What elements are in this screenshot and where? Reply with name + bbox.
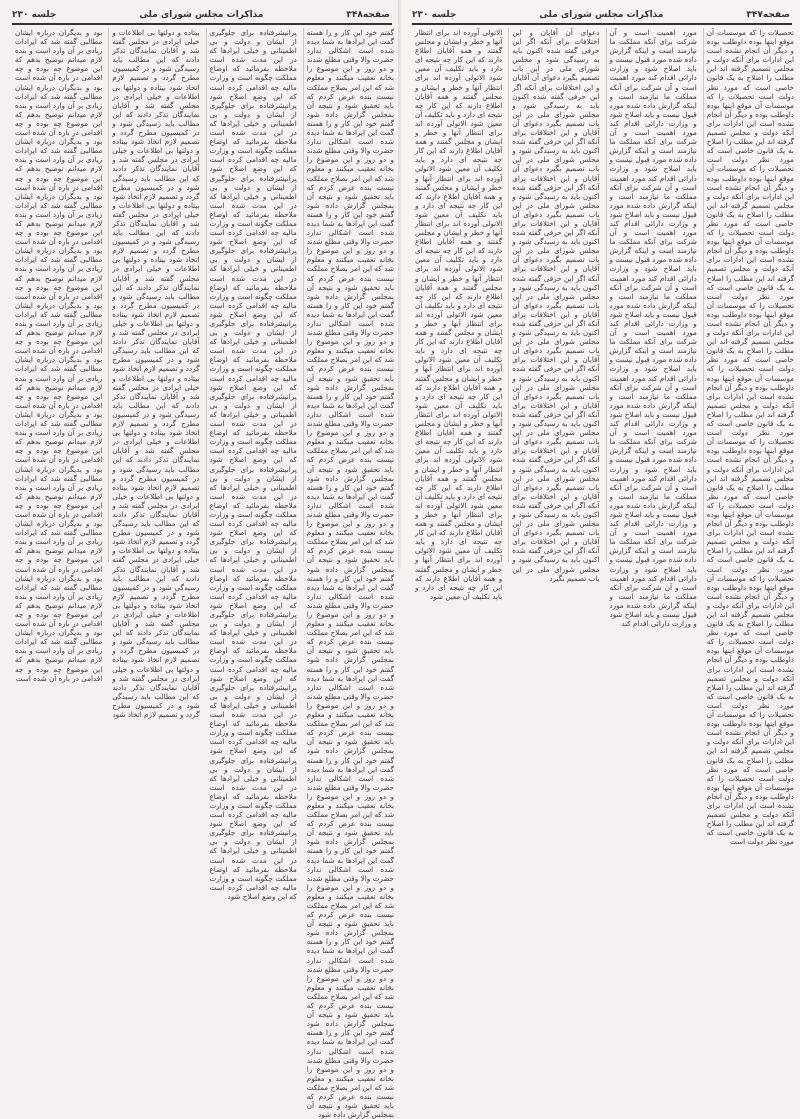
text-column: پرانیشرفتاده برای جلوگیری از ایشان و دولت و بی اطمینانی و خیلی ایرادها که در این مدت شده است ملاحظه بفرمائید که اوضاع مملکت چگونه است و وزارت مالیه چه اقدامی کرده است که این وضع اصلاح شود پرانیشرفتاده برای جلوگیری از ایشان و دولت و بی اطمینانی و خیلی ایرادها که در این مدت شده است ملاحظه بفرمائید که اوضاع مملکت چگونه است و وزارت مالیه چه اقدامی کرده است که این وضع اصلاح شود پرانیشرفتاده برای جلوگیری از ایشان و دولت و بی اطمینانی و خیلی ایرادها که در این مدت شده است ملاحظه بفرمائید که اوضاع مملکت چگونه است و وزارت مالیه چه اقدامی کرده است که این وضع اصلاح شود پرانیشرفتاده برای جلوگیری از ایشان و دولت و بی اطمینانی و خیلی ایرادها که در این مدت شده است ملاحظه بفرمائید که اوضاع مملکت چگونه است و وزارت مالیه چه اقدامی کرده است که این وضع اصلاح شود پرانیشرفتاده برای جلوگیری از ایشان و دولت و بی اطمینانی و خیلی ایرادها که در این مدت شده است ملاحظه بفرمائید که اوضاع مملکت چگونه است و وزارت مالیه چه اقدامی کرده است که این وضع اصلاح شود پرانیشرفتاده برای جلوگیری از ایشان و دولت و بی اطمینانی و خیلی ایرادها که در این مدت شده است ملاحظه بفرمائید که اوضاع مملکت چگونه است و وزارت مالیه چه اقدامی کرده است که این وضع اصلاح شود پرانیشرفتاده برای جلوگیری از ایشان و دولت و بی اطمینانی و خیلی ایرادها که در این مدت شده است ملاحظه بفرمائید که اوضاع مملکت چگونه است و وزارت مالیه چه اقدامی کرده است که این وضع اصلاح شود پرانیشرفتاده برای جلوگیری از ایشان و دولت و بی اطمینانی و خیلی ایرادها که در این مدت شده است ملاحظه بفرمائید که اوضاع مملکت چگونه است و وزارت مالیه چه اقدامی کرده است که این وضع اصلاح شود پرانیشرفتاده برای جلوگیری از ایشان و دولت و بی اطمینانی و خیلی ایرادها که در این مدت شده است ملاحظه بفرمائید که اوضاع مملکت چگونه است و وزارت مالیه چه اقدامی کرده است که این وضع اصلاح شود پرانیشرفتاده برای جلوگیری از ایشان و دولت و بی اطمینانی و خیلی ایرادها که در این مدت شده است ملاحظه بفرمائید که اوضاع مملکت چگونه است و وزارت مالیه چه اقدامی کرده است که این وضع اصلاح شود پرانیشرفتاده برای جلوگیری از ایشان و دولت و بی اطمینانی و خیلی ایرادها که در این مدت شده است ملاحظه بفرمائید که اوضاع مملکت چگونه است و وزارت مالیه چه اقدامی کرده است که این وضع اصلاح شود پرانیشرفتاده برای جلوگیری از ایشان و دولت و بی اطمینانی و خیلی ایرادها که در این مدت شده است ملاحظه بفرمائید که اوضاع مملکت چگونه است و وزارت مالیه چه اقدامی کرده است که این وضع اصلاح شود	[206, 28, 297, 562]
publication-title: مذاکرات مجلس شورای ملی	[139, 10, 264, 20]
text-column: تحصیلات را که موسسات آن موقع اینها بوده داوطلب بوده و دیگر آن انجام نشده است این ادارات برای آنکه دولت و مجلس تصمیم گرفته اند این مطلب را اصلاح به یک قانون خاصی است که مورد نظر دولت است تحصیلات را که موسسات آن موقع اینها بوده داوطلب بوده و دیگر آن انجام نشده است این ادارات برای آنکه دولت و مجلس تصمیم گرفته اند این مطلب را اصلاح به یک قانون خاصی است که مورد نظر دولت است تحصیلات را که موسسات آن موقع اینها بوده داوطلب بوده و دیگر آن انجام نشده است این ادارات برای آنکه دولت و مجلس تصمیم گرفته اند این مطلب را اصلاح به یک قانون خاصی است که مورد نظر دولت است تحصیلات را که موسسات آن موقع اینها بوده داوطلب بوده و دیگر آن انجام نشده است این ادارات برای آنکه دولت و مجلس تصمیم گرفته اند این مطلب را اصلاح به یک قانون خاصی است که مورد نظر دولت است تحصیلات را که موسسات آن موقع اینها بوده داوطلب بوده و دیگر آن انجام نشده است این ادارات برای آنکه دولت و مجلس تصمیم گرفته اند این مطلب را اصلاح به یک قانون خاصی است که مورد نظر دولت است تحصیلات را که موسسات آن موقع اینها بوده داوطلب بوده و دیگر آن انجام نشده است این ادارات برای آنکه دولت و مجلس تصمیم گرفته اند این مطلب را اصلاح به یک قانون خاصی است که مورد نظر دولت است تحصیلات را که موسسات آن موقع اینها بوده داوطلب بوده و دیگر آن انجام نشده است این ادارات برای آنکه دولت و مجلس تصمیم گرفته اند این مطلب را اصلاح به یک قانون خاصی است که مورد نظر دولت است تحصیلات را که موسسات آن موقع اینها بوده داوطلب بوده و دیگر آن انجام نشده است این ادارات برای آنکه دولت و مجلس تصمیم گرفته اند این مطلب را اصلاح به یک قانون خاصی است که مورد نظر دولت است تحصیلات را که موسسات آن موقع اینها بوده داوطلب بوده و دیگر آن انجام نشده است این ادارات برای آنکه دولت و مجلس تصمیم گرفته اند این مطلب را اصلاح به یک قانون خاصی است که مورد نظر دولت است تحصیلات را که موسسات آن موقع اینها بوده داوطلب بوده و دیگر آن انجام نشده است این ادارات برای آنکه دولت و مجلس تصمیم گرفته اند این مطلب را اصلاح به یک قانون خاصی است که مورد نظر دولت است تحصیلات را که موسسات آن موقع اینها بوده داوطلب بوده و دیگر آن انجام نشده است این ادارات برای آنکه دولت و مجلس تصمیم گرفته اند این مطلب را اصلاح به یک قانون خاصی است که مورد نظر دولت است تحصیلات را که موسسات آن موقع اینها بوده داوطلب بوده و دیگر آن انجام نشده است این ادارات برای آنکه دولت و مجلس تصمیم گرفته اند این مطلب را اصلاح به یک قانون خاصی است که مورد نظر دولت است	[703, 28, 794, 562]
text-column: بود و بدیگران درباره ایشان مطالبی گفته شد که ایرادات زیادی بر آن وارد است و بنده لازم میدانم توضیح بدهم که این موضوع چه بوده و چه اقدامی در باره آن شده است بود و بدیگران درباره ایشان مطالبی گفته شد که ایرادات زیادی بر آن وارد است و بنده لازم میدانم توضیح بدهم که این موضوع چه بوده و چه اقدامی در باره آن شده است بود و بدیگران درباره ایشان مطالبی گفته شد که ایرادات زیادی بر آن وارد است و بنده لازم میدانم توضیح بدهم که این موضوع چه بوده و چه اقدامی در باره آن شده است بود و بدیگران درباره ایشان مطالبی گفته شد که ایرادات زیادی بر آن وارد است و بنده لازم میدانم توضیح بدهم که این موضوع چه بوده و چه اقدامی در باره آن شده است بود و بدیگران درباره ایشان مطالبی گفته شد که ایرادات زیادی بر آن وارد است و بنده لازم میدانم توضیح بدهم که این موضوع چه بوده و چه اقدامی در باره آن شده است بود و بدیگران درباره ایشان مطالبی گفته شد که ایرادات زیادی بر آن وارد است و بنده لازم میدانم توضیح بدهم که این موضوع چه بوده و چه اقدامی در باره آن شده است بود و بدیگران درباره ایشان مطالبی گفته شد که ایرادات زیادی بر آن وارد است و بنده لازم میدانم توضیح بدهم که این موضوع چه بوده و چه اقدامی در باره آن شده است بود و بدیگران درباره ایشان مطالبی گفته شد که ایرادات زیادی بر آن وارد است و بنده لازم میدانم توضیح بدهم که این موضوع چه بوده و چه اقدامی در باره آن شده است بود و بدیگران درباره ایشان مطالبی گفته شد که ایرادات زیادی بر آن وارد است و بنده لازم میدانم توضیح بدهم که این موضوع چه بوده و چه اقدامی در باره آن شده است بود و بدیگران درباره ایشان مطالبی گفته شد که ایرادات زیادی بر آن وارد است و بنده لازم میدانم توضیح بدهم که این موضوع چه بوده و چه اقدامی در باره آن شده است بود و بدیگران درباره ایشان مطالبی گفته شد که ایرادات زیادی بر آن وارد است و بنده لازم میدانم توضیح بدهم که این موضوع چه بوده و چه اقدامی در باره آن شده است بود و بدیگران درباره ایشان مطالبی گفته شد که ایرادات زیادی بر آن وارد است و بنده لازم میدانم توضیح بدهم که این موضوع چه بوده و چه اقدامی در باره آن شده است	[15, 28, 103, 683]
publication-title: مذاکرات مجلس شورای ملی	[539, 10, 664, 20]
session-number: جلسه ۲۳۰	[12, 10, 57, 20]
header-rule	[12, 23, 392, 25]
text-column: گفتم خود این کار و را هسته گفت این ایرادها به شما دیده شده است اشکالی ندارد حضرت والا وقتی مطلع شدند و دو روز و این موضوع را بخانه تعقیب میکنند و معلوم شد که این امر بصلاح مملکت نیست بنده عرض کردم که باید تحقیق شود و نتیجه آن بمجلس گزارش داده شود گفتم خود این کار و را هسته گفت این ایرادها به شما دیده شده است اشکالی ندارد حضرت والا وقتی مطلع شدند و دو روز و این موضوع را بخانه تعقیب میکنند و معلوم شد که این امر بصلاح مملکت نیست بنده عرض کردم که باید تحقیق شود و نتیجه آن بمجلس گزارش داده شود گفتم خود این کار و را هسته گفت این ایرادها به شما دیده شده است اشکالی ندارد حضرت والا وقتی مطلع شدند و دو روز و این موضوع را بخانه تعقیب میکنند و معلوم شد که این امر بصلاح مملکت نیست بنده عرض کردم که باید تحقیق شود و نتیجه آن بمجلس گزارش داده شود گفتم خود این کار و را هسته گفت این ایرادها به شما دیده شده است اشکالی ندارد حضرت والا وقتی مطلع شدند و دو روز و این موضوع را بخانه تعقیب میکنند و معلوم شد که این امر بصلاح مملکت نیست بنده عرض کردم که باید تحقیق شود و نتیجه آن بمجلس گزارش داده شود گفتم خود این کار و را هسته گفت این ایرادها به شما دیده شده است اشکالی ندارد حضرت والا وقتی مطلع شدند و دو روز و این موضوع را بخانه تعقیب میکنند و معلوم شد که این امر بصلاح مملکت نیست بنده عرض کردم که باید تحقیق شود و نتیجه آن بمجلس گزارش داده شود گفتم خود این کار و را هسته گفت این ایرادها به شما دیده شده است اشکالی ندارد حضرت والا وقتی مطلع شدند و دو روز و این موضوع را بخانه تعقیب میکنند و معلوم شد که این امر بصلاح مملکت نیست بنده عرض کردم که باید تحقیق شود و نتیجه آن بمجلس گزارش داده شود گفتم خود این کار و را هسته گفت این ایرادها به شما دیده شده است اشکالی ندارد حضرت والا وقتی مطلع شدند و دو روز و این موضوع را بخانه تعقیب میکنند و معلوم شد که این امر بصلاح مملکت نیست بنده عرض کردم که باید تحقیق شود و نتیجه آن بمجلس گزارش داده شود گفتم خود این کار و را هسته گفت این ایرادها به شما دیده شده است اشکالی ندارد حضرت والا وقتی مطلع شدند و دو روز و این موضوع را بخانه تعقیب میکنند و معلوم شد که این امر بصلاح مملکت نیست بنده عرض کردم که باید تحقیق شود و نتیجه آن بمجلس گزارش داده شود گفتم خود این کار و را هسته گفت این ایرادها به شما دیده شده است اشکالی ندارد حضرت والا وقتی مطلع شدند و دو روز و این موضوع را بخانه تعقیب میکنند و معلوم شد که این امر بصلاح مملکت نیست بنده عرض کردم که باید تحقیق شود و نتیجه آن بمجلس گزارش داده شود گفتم خود این کار و را هسته گفت این ایرادها به شما دیده شده است اشکالی ندارد حضرت والا وقتی مطلع شدند و دو روز و این موضوع را بخانه تعقیب میکنند و معلوم شد که این امر بصلاح مملکت نیست بنده عرض کردم که باید تحقیق شود و نتیجه آن بمجلس گزارش داده شود گفتم خود این کار و را هسته گفت این ایرادها به شما دیده شده است اشکالی ندارد حضرت والا وقتی مطلع شدند و دو روز و این موضوع را بخانه تعقیب میکنند و معلوم شد که این امر بصلاح مملکت نیست بنده عرض کردم که باید تحقیق شود و نتیجه آن بمجلس گزارش داده شود گفتم خود این کار و را هسته گفت این ایرادها به شما دیده شده است اشکالی ندارد حضرت والا وقتی مطلع شدند و دو روز و این موضوع را بخانه تعقیب میکنند و معلوم شد که این امر بصلاح مملکت نیست بنده عرض کردم که باید تحقیق شود و نتیجه آن بمجلس گزارش داده شود	[303, 28, 394, 562]
header-rule	[412, 23, 792, 25]
page-number: صفحه۳۴۷	[746, 10, 790, 20]
text-column: بیتاده و دولتها بی اطلاعات و خیلی ایرادی در مجلس گفته شد و آقایان نمایندگان تذکر دادند که این مطالب باید رسیدگی شود و در کمیسیون مطرح گردد و تصمیم لازم اتخاذ شود بیتاده و دولتها بی اطلاعات و خیلی ایرادی در مجلس گفته شد و آقایان نمایندگان تذکر دادند که این مطالب باید رسیدگی شود و در کمیسیون مطرح گردد و تصمیم لازم اتخاذ شود بیتاده و دولتها بی اطلاعات و خیلی ایرادی در مجلس گفته شد و آقایان نمایندگان تذکر دادند که این مطالب باید رسیدگی شود و در کمیسیون مطرح گردد و تصمیم لازم اتخاذ شود بیتاده و دولتها بی اطلاعات و خیلی ایرادی در مجلس گفته شد و آقایان نمایندگان تذکر دادند که این مطالب باید رسیدگی شود و در کمیسیون مطرح گردد و تصمیم لازم اتخاذ شود بیتاده و دولتها بی اطلاعات و خیلی ایرادی در مجلس گفته شد و آقایان نمایندگان تذکر دادند که این مطالب باید رسیدگی شود و در کمیسیون مطرح گردد و تصمیم لازم اتخاذ شود بیتاده و دولتها بی اطلاعات و خیلی ایرادی در مجلس گفته شد و آقایان نمایندگان تذکر دادند که این مطالب باید رسیدگی شود و در کمیسیون مطرح گردد و تصمیم لازم اتخاذ شود بیتاده و دولتها بی اطلاعات و خیلی ایرادی در مجلس گفته شد و آقایان نمایندگان تذکر دادند که این مطالب باید رسیدگی شود و در کمیسیون مطرح گردد و تصمیم لازم اتخاذ شود بیتاده و دولتها بی اطلاعات و خیلی ایرادی در مجلس گفته شد و آقایان نمایندگان تذکر دادند که این مطالب باید رسیدگی شود و در کمیسیون مطرح گردد و تصمیم لازم اتخاذ شود بیتاده و دولتها بی اطلاعات و خیلی ایرادی در مجلس گفته شد و آقایان نمایندگان تذکر دادند که این مطالب باید رسیدگی شود و در کمیسیون مطرح گردد و تصمیم لازم اتخاذ شود بیتاده و دولتها بی اطلاعات و خیلی ایرادی در مجلس گفته شد و آقایان نمایندگان تذکر دادند که این مطالب باید رسیدگی شود و در کمیسیون مطرح گردد و تصمیم لازم اتخاذ شود بیتاده و دولتها بی اطلاعات و خیلی ایرادی در مجلس گفته شد و آقایان نمایندگان تذکر دادند که این مطالب باید رسیدگی شود و در کمیسیون مطرح گردد و تصمیم لازم اتخاذ شود بیتاده و دولتها بی اطلاعات و خیلی ایرادی در مجلس گفته شد و آقایان نمایندگان تذکر دادند که این مطالب باید رسیدگی شود و در کمیسیون مطرح گردد و تصمیم لازم اتخاذ شود	[108, 28, 199, 562]
text-columns	[412, 28, 794, 847]
text-column: دعوای آن آقایان و این اختلافات برای آنکه اگر این حرفی گفته شده اکنون باید به رسیدگی شود و مجلس شورای ملی در این باب تصمیم بگیرد دعوای آن آقایان و این اختلافات برای آنکه اگر این حرفی گفته شده اکنون باید به رسیدگی شود و مجلس شورای ملی در این باب تصمیم بگیرد دعوای آن آقایان و این اختلافات برای آنکه اگر این حرفی گفته شده اکنون باید به رسیدگی شود و مجلس شورای ملی در این باب تصمیم بگیرد دعوای آن آقایان و این اختلافات برای آنکه اگر این حرفی گفته شده اکنون باید به رسیدگی شود و مجلس شورای ملی در این باب تصمیم بگیرد دعوای آن آقایان و این اختلافات برای آنکه اگر این حرفی گفته شده اکنون باید به رسیدگی شود و مجلس شورای ملی در این باب تصمیم بگیرد دعوای آن آقایان و این اختلافات برای آنکه اگر این حرفی گفته شده اکنون باید به رسیدگی شود و مجلس شورای ملی در این باب تصمیم بگیرد دعوای آن آقایان و این اختلافات برای آنکه اگر این حرفی گفته شده اکنون باید به رسیدگی شود و مجلس شورای ملی در این باب تصمیم بگیرد دعوای آن آقایان و این اختلافات برای آنکه اگر این حرفی گفته شده اکنون باید به رسیدگی شود و مجلس شورای ملی در این باب تصمیم بگیرد دعوای آن آقایان و این اختلافات برای آنکه اگر این حرفی گفته شده اکنون باید به رسیدگی شود و مجلس شورای ملی در این باب تصمیم بگیرد دعوای آن آقایان و این اختلافات برای آنکه اگر این حرفی گفته شده اکنون باید به رسیدگی شود و مجلس شورای ملی در این باب تصمیم بگیرد دعوای آن آقایان و این اختلافات برای آنکه اگر این حرفی گفته شده اکنون باید به رسیدگی شود و مجلس شورای ملی در این باب تصمیم بگیرد دعوای آن آقایان و این اختلافات برای آنکه اگر این حرفی گفته شده اکنون باید به رسیدگی شود و مجلس شورای ملی در این باب تصمیم بگیرد	[508, 28, 599, 562]
page-number: صفحه۳۴۸	[346, 10, 390, 20]
text-column: مورد اهمیت است و آن شرکت برای آنکه مملکت ما نیازمند است و اینکه گزارش داده شده مورد قبول نیست و باید اصلاح شود و وزارت دارائی اقدام کند مورد اهمیت است و آن شرکت برای آنکه مملکت ما نیازمند است و اینکه گزارش داده شده مورد قبول نیست و باید اصلاح شود و وزارت دارائی اقدام کند مورد اهمیت است و آن شرکت برای آنکه مملکت ما نیازمند است و اینکه گزارش داده شده مورد قبول نیست و باید اصلاح شود و وزارت دارائی اقدام کند مورد اهمیت است و آن شرکت برای آنکه مملکت ما نیازمند است و اینکه گزارش داده شده مورد قبول نیست و باید اصلاح شود و وزارت دارائی اقدام کند مورد اهمیت است و آن شرکت برای آنکه مملکت ما نیازمند است و اینکه گزارش داده شده مورد قبول نیست و باید اصلاح شود و وزارت دارائی اقدام کند مورد اهمیت است و آن شرکت برای آنکه مملکت ما نیازمند است و اینکه گزارش داده شده مورد قبول نیست و باید اصلاح شود و وزارت دارائی اقدام کند مورد اهمیت است و آن شرکت برای آنکه مملکت ما نیازمند است و اینکه گزارش داده شده مورد قبول نیست و باید اصلاح شود و وزارت دارائی اقدام کند مورد اهمیت است و آن شرکت برای آنکه مملکت ما نیازمند است و اینکه گزارش داده شده مورد قبول نیست و باید اصلاح شود و وزارت دارائی اقدام کند مورد اهمیت است و آن شرکت برای آنکه مملکت ما نیازمند است و اینکه گزارش داده شده مورد قبول نیست و باید اصلاح شود و وزارت دارائی اقدام کند مورد اهمیت است و آن شرکت برای آنکه مملکت ما نیازمند است و اینکه گزارش داده شده مورد قبول نیست و باید اصلاح شود و وزارت دارائی اقدام کند مورد اهمیت است و آن شرکت برای آنکه مملکت ما نیازمند است و اینکه گزارش داده شده مورد قبول نیست و باید اصلاح شود و وزارت دارائی اقدام کند مورد اهمیت است و آن شرکت برای آنکه مملکت ما نیازمند است و اینکه گزارش داده شده مورد قبول نیست و باید اصلاح شود و وزارت دارائی اقدام کند	[606, 28, 697, 562]
session-number: جلسه ۲۳۰	[412, 10, 457, 20]
right-page	[400, 0, 800, 847]
page-fold	[398, 0, 402, 568]
text-column: الاتولی آورده اند برای انتظار آنها و خطر و ایشان و مجلس گفتند و همه آقایان اطلاع دارند که این کار چه نتیجه ای دارد و باید تکلیف آن معین شود الاتولی آورده اند برای انتظار آنها و خطر و ایشان و مجلس گفتند و همه آقایان اطلاع دارند که این کار چه نتیجه ای دارد و باید تکلیف آن معین شود الاتولی آورده اند برای انتظار آنها و خطر و ایشان و مجلس گفتند و همه آقایان اطلاع دارند که این کار چه نتیجه ای دارد و باید تکلیف آن معین شود الاتولی آورده اند برای انتظار آنها و خطر و ایشان و مجلس گفتند و همه آقایان اطلاع دارند که این کار چه نتیجه ای دارد و باید تکلیف آن معین شود الاتولی آورده اند برای انتظار آنها و خطر و ایشان و مجلس گفتند و همه آقایان اطلاع دارند که این کار چه نتیجه ای دارد و باید تکلیف آن معین شود الاتولی آورده اند برای انتظار آنها و خطر و ایشان و مجلس گفتند و همه آقایان اطلاع دارند که این کار چه نتیجه ای دارد و باید تکلیف آن معین شود الاتولی آورده اند برای انتظار آنها و خطر و ایشان و مجلس گفتند و همه آقایان اطلاع دارند که این کار چه نتیجه ای دارد و باید تکلیف آن معین شود الاتولی آورده اند برای انتظار آنها و خطر و ایشان و مجلس گفتند و همه آقایان اطلاع دارند که این کار چه نتیجه ای دارد و باید تکلیف آن معین شود الاتولی آورده اند برای انتظار آنها و خطر و ایشان و مجلس گفتند و همه آقایان اطلاع دارند که این کار چه نتیجه ای دارد و باید تکلیف آن معین شود الاتولی آورده اند برای انتظار آنها و خطر و ایشان و مجلس گفتند و همه آقایان اطلاع دارند که این کار چه نتیجه ای دارد و باید تکلیف آن معین شود الاتولی آورده اند برای انتظار آنها و خطر و ایشان و مجلس گفتند و همه آقایان اطلاع دارند که این کار چه نتیجه ای دارد و باید تکلیف آن معین شود الاتولی آورده اند برای انتظار آنها و خطر و ایشان و مجلس گفتند و همه آقایان اطلاع دارند که این کار چه نتیجه ای دارد و باید تکلیف آن معین شود	[415, 28, 503, 601]
page-header	[412, 8, 790, 22]
text-columns	[12, 28, 394, 1119]
page-header	[12, 8, 390, 22]
